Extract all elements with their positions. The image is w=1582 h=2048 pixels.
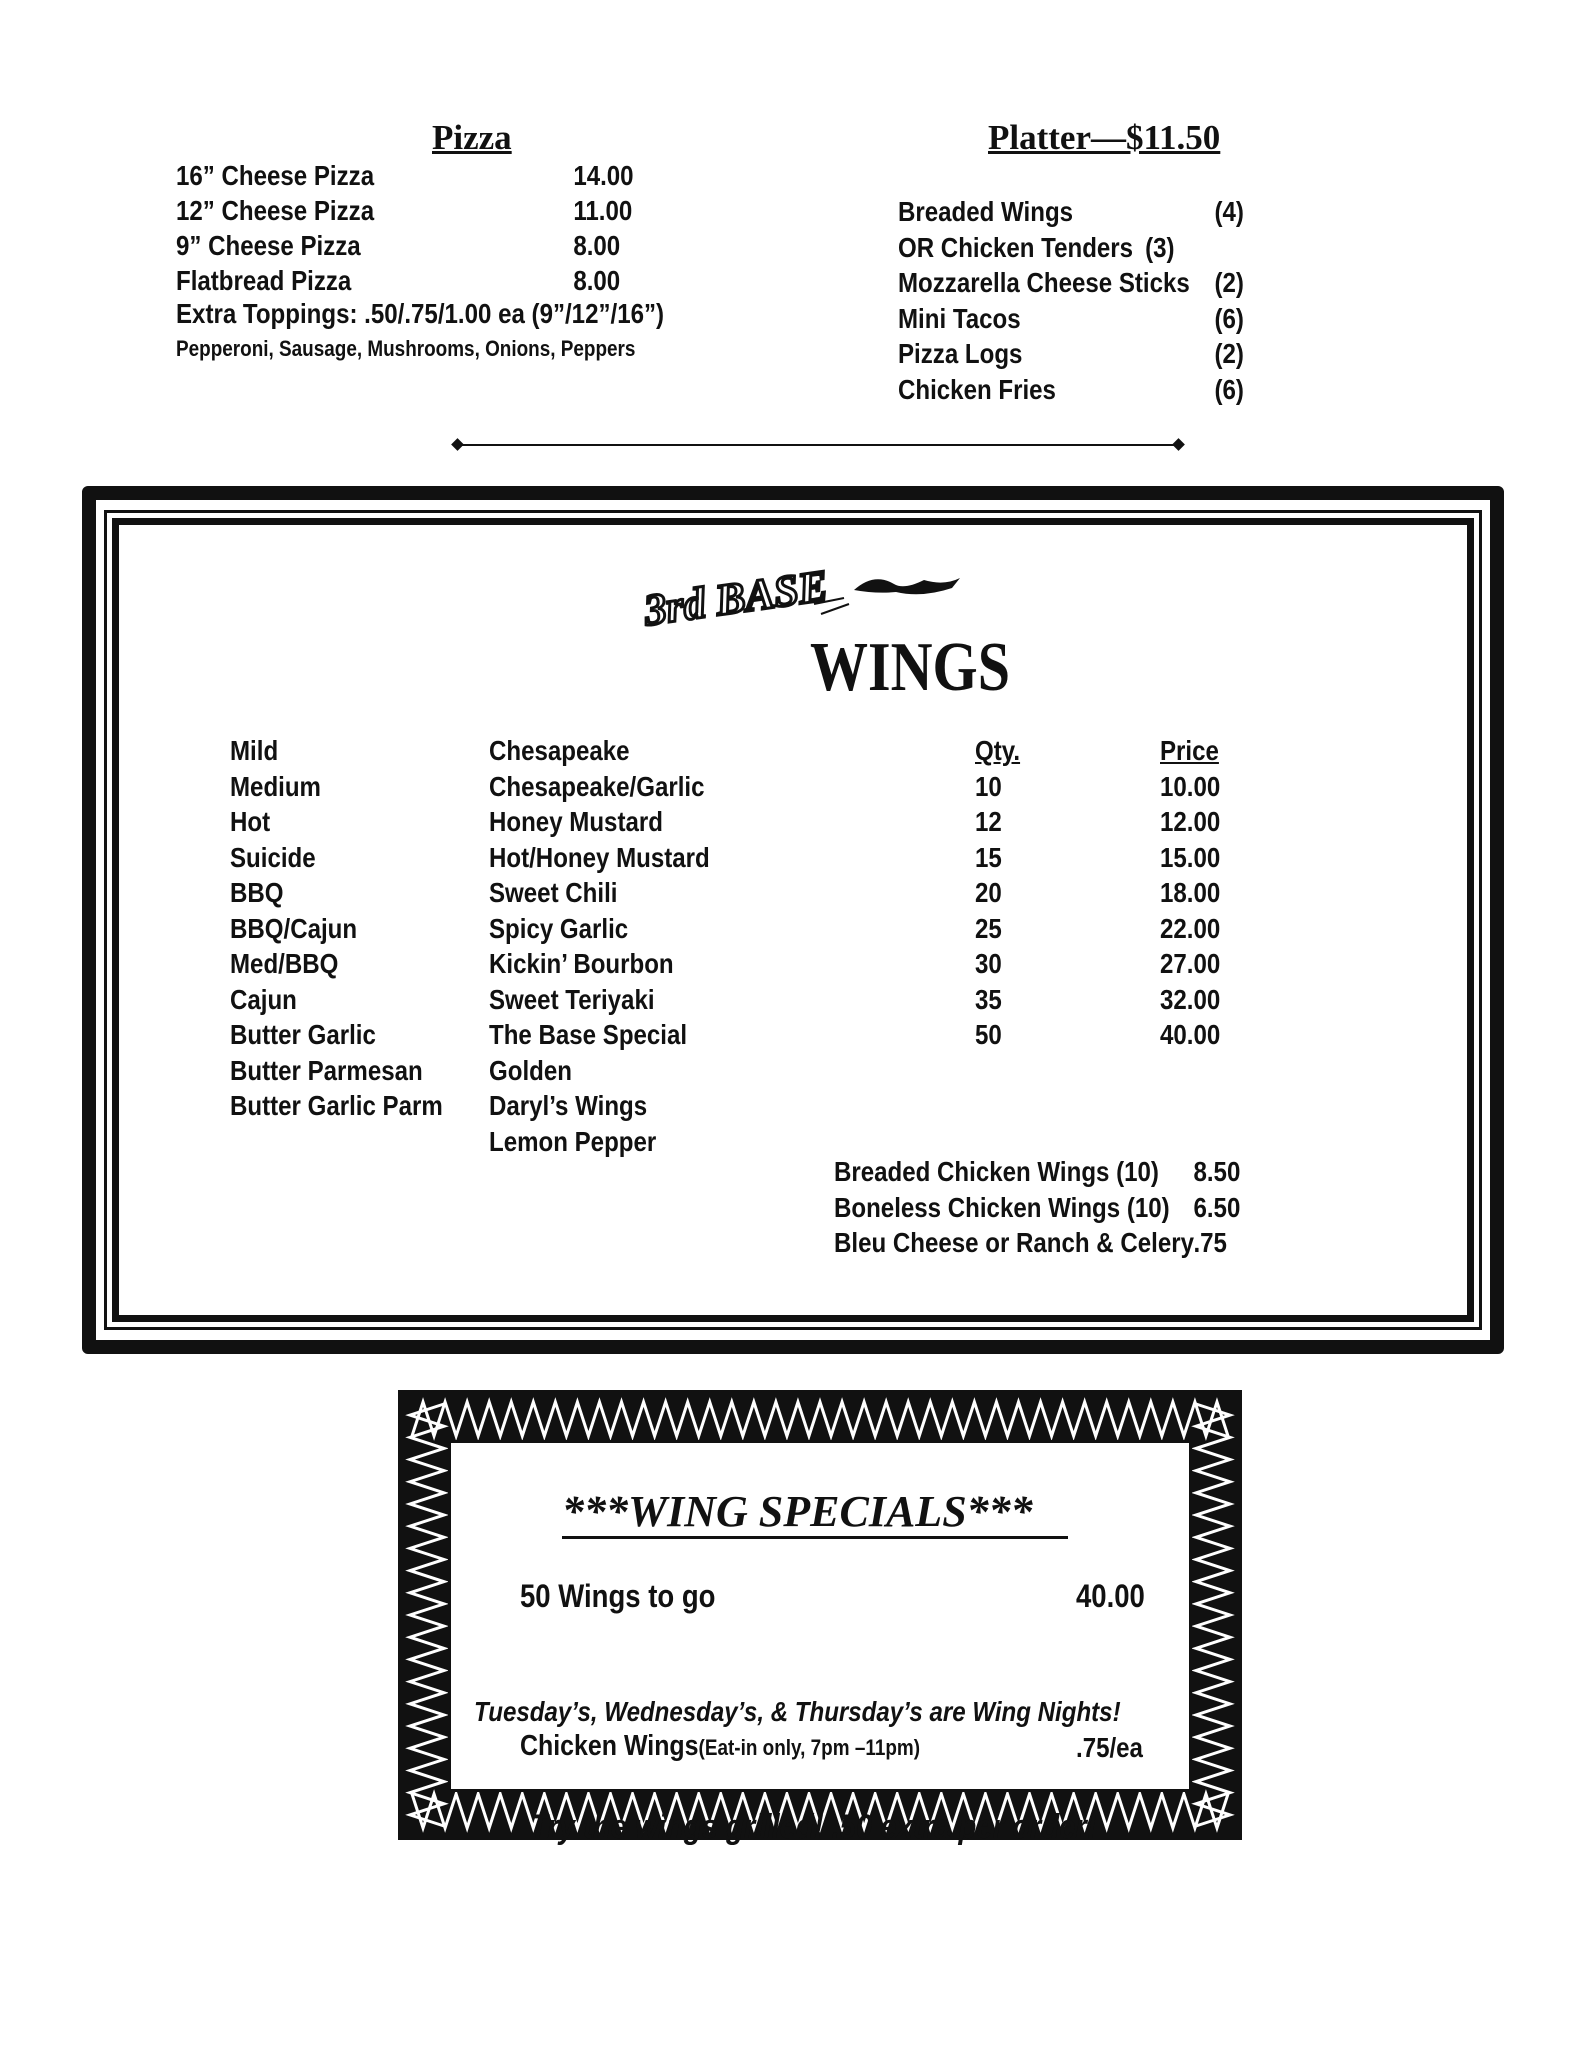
pizza-item-price: 8.00: [573, 265, 621, 296]
wing-extra-price: 8.50: [1193, 1156, 1241, 1187]
price-header: Price: [1160, 735, 1219, 766]
wing-flavors-column-2: [489, 733, 710, 1159]
wing-extra-item: [834, 1154, 1316, 1190]
wing-flavors-column-1: [230, 733, 443, 1124]
wing-qty: 12: [975, 806, 1002, 837]
wing-flavor: Kickin’ Bourbon: [489, 948, 674, 979]
platter-item-count: (2): [1214, 338, 1244, 369]
platter-item-count: (2): [1214, 267, 1244, 298]
pizza-item: [176, 193, 658, 228]
wing-qty: 25: [975, 912, 1002, 944]
wing-price: 15.00: [1160, 841, 1221, 873]
wing-flavor: Honey Mustard: [489, 806, 663, 837]
logo-text-bottom: WINGS: [810, 629, 1010, 706]
wing-flavor: Chesapeake/Garlic: [489, 770, 705, 802]
wing-extra-item: [834, 1190, 1316, 1226]
logo-text-top: 3rd BASE: [641, 560, 831, 636]
wing-flavor: Spicy Garlic: [489, 912, 629, 944]
pizza-list: [176, 158, 736, 298]
pizza-toppings-list: Pepperoni, Sausage, Mushrooms, Onions, Peppers: [176, 336, 636, 361]
platter-item-count: (6): [1214, 302, 1244, 334]
special-chicken-wings-price: .75/ea: [1076, 1732, 1143, 1763]
special-to-go-price: 40.00: [1076, 1578, 1145, 1614]
wing-flavor: Golden: [489, 1054, 572, 1086]
wing-price: 12.00: [1160, 806, 1221, 837]
special-chicken-wings-label: Chicken Wings: [520, 1730, 699, 1762]
wing-extra-name: Breaded Chicken Wings (10): [834, 1156, 1159, 1187]
platter-item: [898, 265, 1328, 301]
specials-title-underline: [562, 1536, 1068, 1539]
platter-title: Platter—$11.50: [988, 118, 1221, 157]
wing-extra-name: Boneless Chicken Wings (10): [834, 1191, 1170, 1223]
platter-item: [898, 194, 1328, 230]
zigzag-stroke: [410, 1404, 444, 1826]
wings-logo-art: [634, 560, 1024, 710]
platter-item: [898, 336, 1328, 372]
pizza-item-name: 12” Cheese Pizza: [176, 195, 375, 226]
wing-flavor: Med/BBQ: [230, 948, 339, 979]
specials-title: ***WING SPECIALS***: [562, 1487, 1033, 1536]
wing-price: 22.00: [1160, 912, 1221, 944]
wing-qty: 30: [975, 948, 1002, 979]
platter-item-count: (4): [1214, 196, 1244, 227]
platter-item: [898, 372, 1328, 408]
platter-item: [898, 301, 1328, 337]
wing-price: 27.00: [1160, 948, 1221, 979]
wing-flavor: Chesapeake: [489, 735, 630, 766]
wing-qty: 10: [975, 770, 1002, 802]
section-divider: [458, 444, 1178, 446]
wing-flavor: Lemon Pepper: [489, 1125, 657, 1157]
wing-extra-item: [834, 1225, 1316, 1261]
wing-flavor: The Base Special: [489, 1019, 688, 1050]
pizza-extra-toppings: Extra Toppings: .50/.75/1.00 ea (9”/12”/16”): [176, 298, 665, 329]
wing-qty: 35: [975, 983, 1002, 1015]
zigzag-stroke: [412, 1402, 1228, 1436]
wing-flavor: Medium: [230, 770, 321, 802]
pizza-item: [176, 228, 658, 263]
wings-logo: [634, 560, 1024, 715]
wing-price: 40.00: [1160, 1019, 1221, 1050]
wing-qty-column: [975, 733, 1020, 1053]
wing-extras-list: [834, 1154, 1394, 1261]
pizza-item-price: 8.00: [573, 230, 621, 261]
wing-flavor: Suicide: [230, 841, 316, 873]
wing-flavor: Sweet Teriyaki: [489, 983, 655, 1015]
platter-item-name: Chicken Fries: [898, 373, 1056, 405]
special-chicken-wings-note: (Eat-in only, 7pm –11pm): [698, 1735, 921, 1760]
platter-item-name: Breaded Wings: [898, 196, 1074, 227]
platter-item: [898, 230, 1328, 266]
wing-flavor: Sweet Chili: [489, 877, 618, 908]
pizza-item-name: Flatbread Pizza: [176, 265, 352, 296]
special-chicken-wings: [520, 1730, 920, 1763]
special-to-go-label: 50 Wings to go: [520, 1578, 716, 1614]
wing-qty: 20: [975, 877, 1002, 908]
platter-item-name: Mini Tacos: [898, 302, 1021, 334]
wing-price: 10.00: [1160, 770, 1221, 802]
divider-diamond-left: [451, 438, 464, 451]
pizza-item: [176, 158, 658, 193]
special-wing-nights: Tuesday’s, Wednesday’s, & Thursday’s are Wing Nights!: [474, 1696, 1121, 1727]
wing-flavor: Cajun: [230, 983, 297, 1015]
wing-flavor: Butter Parmesan: [230, 1054, 423, 1086]
wing-qty: 15: [975, 841, 1002, 873]
wing-flavor: BBQ: [230, 877, 284, 908]
zigzag-stroke: [1196, 1404, 1230, 1826]
pizza-item-price: 11.00: [573, 195, 633, 226]
wing-extra-name: Bleu Cheese or Ranch & Celery: [834, 1227, 1194, 1258]
special-grilled: Try the wings grilled! .50 extra per order!: [530, 1808, 1097, 1846]
qty-header: Qty.: [975, 735, 1021, 766]
wing-qty: 50: [975, 1019, 1002, 1050]
platter-item-name: Pizza Logs: [898, 338, 1023, 369]
platter-item-count: (6): [1214, 373, 1244, 405]
wing-flavor: Butter Garlic Parm: [230, 1090, 443, 1121]
pizza-item-name: 16” Cheese Pizza: [176, 160, 375, 191]
runner-icon: [854, 578, 960, 594]
pizza-title: Pizza: [432, 118, 512, 157]
divider-diamond-right: [1172, 438, 1185, 451]
pizza-item-name: 9” Cheese Pizza: [176, 230, 361, 261]
platter-item-name: OR Chicken Tenders: [898, 231, 1134, 263]
platter-list: [898, 194, 1398, 407]
wing-extra-price: 6.50: [1193, 1191, 1241, 1223]
wing-flavor: Daryl’s Wings: [489, 1090, 648, 1121]
wing-flavor: BBQ/Cajun: [230, 912, 358, 944]
platter-item-name: Mozzarella Cheese Sticks: [898, 267, 1190, 298]
wing-flavor: Hot: [230, 806, 271, 837]
wing-flavor: Hot/Honey Mustard: [489, 841, 710, 873]
pizza-item: [176, 263, 658, 298]
pizza-item-price: 14.00: [573, 160, 634, 191]
wing-price-column: [1160, 733, 1220, 1053]
wing-price: 18.00: [1160, 877, 1221, 908]
wing-flavor: Mild: [230, 735, 279, 766]
wing-extra-price: .75: [1193, 1227, 1227, 1258]
wing-price: 32.00: [1160, 983, 1221, 1015]
platter-item-count: (3): [1145, 231, 1175, 263]
wing-flavor: Butter Garlic: [230, 1019, 376, 1050]
